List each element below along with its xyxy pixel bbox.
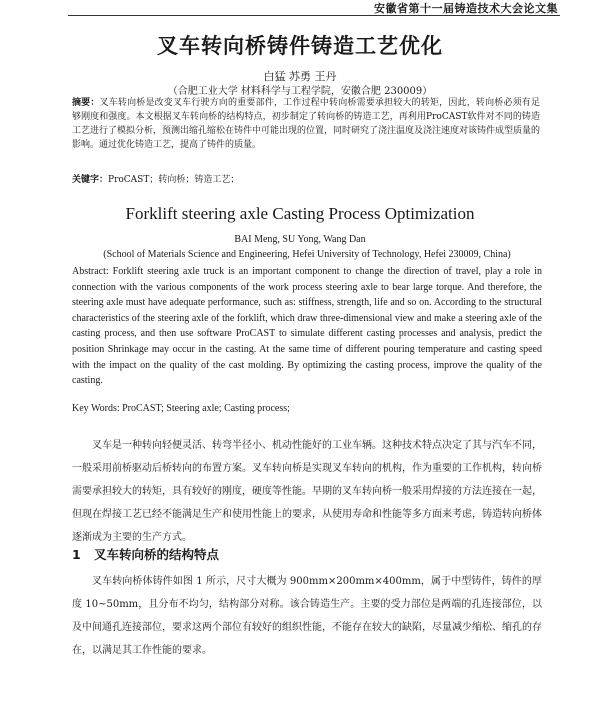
en-affiliation: (School of Materials Science and Engineering, Hefei University of Technology, Hefei 230009, China)	[103, 249, 511, 260]
header-rule	[68, 15, 560, 16]
en-keywords-label: Key Words:	[72, 403, 123, 414]
cn-abstract-text: 叉车转向桥是改变叉车行驶方向的重要部件，工作过程中转向桥需要承担较大的转矩，因此，转向桥必须有足够刚度和强度。本文根据叉车转向桥的结构特点，初步制定了转向桥的铸造工艺，再利用ProCAST软件对不同的铸造工艺进行了模拟分析，预测出缩孔缩松在铸件中可能出现的位置，同时研究了浇注温度及浇注速度对该铸件成型质量的影响。通过优化铸造工艺，提高了铸件的质量。	[72, 98, 541, 150]
section-number: 1	[72, 547, 81, 562]
cn-authors: 白猛 苏勇 王丹	[263, 70, 337, 83]
cn-keywords-label: 关键字：	[72, 175, 109, 185]
en-keywords-text: ProCAST; Steering axle; Casting process;	[122, 403, 290, 414]
en-title: Forklift steering axle Casting Process Optimization	[125, 204, 475, 223]
intro-paragraph: 叉车是一种转向轻便灵活、转弯半径小、机动性能好的工业车辆。这种技术特点决定了其与汽车不同，一般采用前桥驱动后桥转向的布置方案。叉车转向桥是实现叉车转向的机构，作为重要的工作机构，转向桥需要承担较大的转矩，具有较好的刚度，硬度等性能。早期的叉车转向桥一般采用焊接的方法连接在一起，但现在焊接工艺已经不能满足生产和使用性能上的要求，从使用寿命和性能等多方面来考虑，铸造转向桥体逐渐成为主要的生产方式。	[72, 440, 542, 543]
section-heading	[72, 545, 219, 563]
cn-keywords	[72, 172, 540, 185]
section-title: 叉车转向桥的结构特点	[94, 547, 220, 562]
cn-abstract-label: 摘要：	[72, 98, 100, 108]
cn-affiliation: （合肥工业大学 材料科学与工程学院，安徽合肥 230009）	[167, 86, 433, 97]
en-keywords	[72, 403, 542, 414]
section1-paragraph: 叉车转向桥体铸件如图 1 所示，尺寸大概为 900mm×200mm×400mm，属于中型铸件，铸件的厚度 10~50mm，且分布不均匀，结构部分对称。该合铸造生产。主要的受力部位是两端的孔连接部位，以及中间通孔连接部位，要求这两个部位有较好的组织性能，不能存在较大的缺陷，尽量减少缩松、缩孔的存在，以满足其工作性能的要求。	[72, 576, 542, 656]
en-authors: BAI Meng, SU Yong, Wang Dan	[234, 234, 366, 245]
en-abstract-text: Forklift steering axle truck is an important component to change the direction of travel, play a role in connection with the various components of the work process steering axle to bear large torque. And therefore, the steering axle must have adequate performance, such as: stiffness, strength, life and so on. According to the structural characteristics of the steering axle of the forklift, which draw three-dimensional view and make a steering axle of the casting process, and then use software ProCAST to simulate different casting processes and analysis, predict the position Shrinkage may occur in the casting. At the same time of different pouring temperature and casting speed with the impact on the quality of the cast molding. By optimizing the casting process, improve the quality of the casting.	[72, 266, 543, 387]
cn-abstract	[72, 96, 540, 152]
cn-keywords-text: ProCAST；转向桥；铸造工艺；	[108, 175, 240, 185]
cn-title: 叉车转向桥铸件铸造工艺优化	[157, 34, 443, 58]
running-header: 安徽省第十一届铸造技术大会论文集	[374, 2, 558, 15]
en-abstract-label: Abstract:	[72, 266, 113, 277]
en-abstract	[72, 264, 542, 389]
